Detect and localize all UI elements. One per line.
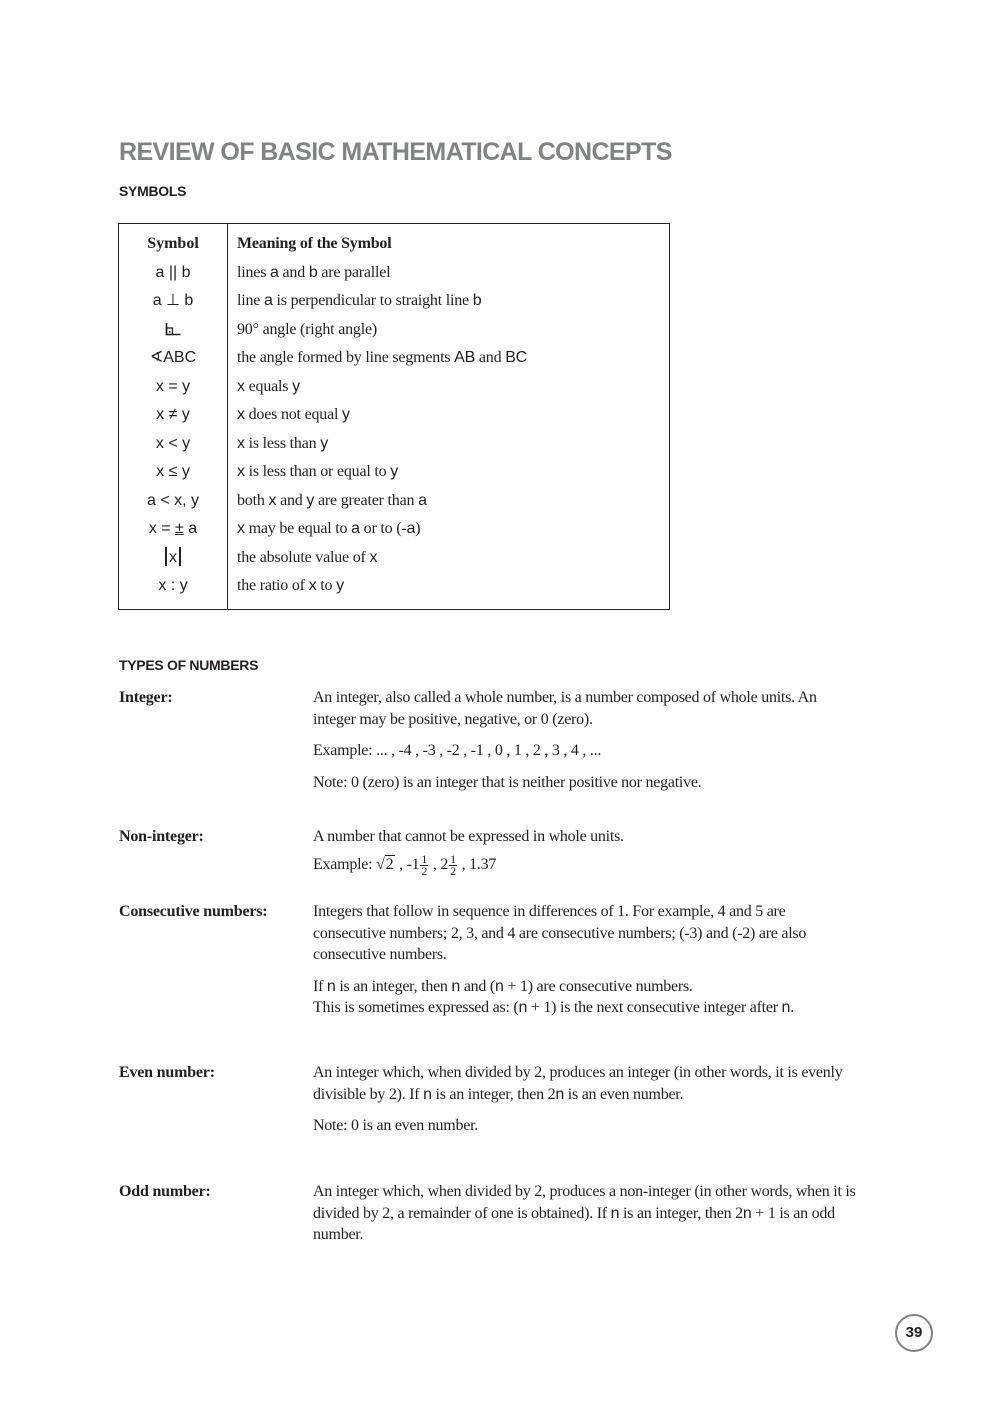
header-meaning: Meaning of the Symbol: [237, 235, 392, 252]
meaning-equals: x equals y: [237, 377, 300, 395]
page-number-badge: 39: [895, 1314, 933, 1352]
meaning-perpendicular: line a is perpendicular to straight line b: [237, 292, 482, 309]
table-row: [119, 430, 669, 458]
fraction: $\frac{1}{2}$: [450, 851, 456, 878]
term-non-integer: Non-integer:: [119, 828, 204, 845]
meaning-ratio: the ratio of x to y: [237, 577, 344, 594]
meaning-parallel: lines a and b are parallel: [237, 263, 391, 281]
symbol-equals: x = y: [155, 377, 191, 395]
symbol-perpendicular: a ⊥ b: [152, 292, 194, 309]
non-integer-definition: A number that cannot be expressed in whole units.: [313, 828, 624, 845]
symbols-table: [118, 223, 670, 610]
symbols-heading: SYMBOLS: [119, 183, 187, 199]
integer-example: Example: ... , -4 , -3 , -2 , -1 , 0 , 1 , 2 , 3 , 4 , ...: [313, 742, 602, 759]
definition-even-number: [313, 1062, 858, 1137]
fraction: $\frac{1}{2}$: [421, 851, 428, 878]
meaning-angle: the angle formed by line segments AB and BC: [237, 349, 528, 366]
symbol-parallel: a || b: [155, 263, 191, 281]
consecutive-definition: Integers that follow in sequence in differences of 1. For example, 4 and 5 are consecutive numbers; 2, 3, and 4 are consecutive numbers; (-3) and (-2) are also consecutive numbers.: [313, 903, 807, 963]
odd-definition: An integer which, when divided by 2, produces a non-integer (in other words, when it is divided by 2, a remainder of one is obtained). If n is an integer, then 2n + 1 is an odd number.: [313, 1183, 856, 1243]
table-row: [119, 515, 669, 543]
integer-definition: An integer, also called a whole number, is a number composed of whole units. An integer may be positive, negative, or 0 (zero).: [313, 689, 817, 728]
meaning-greater-both: both x and y are greater than a: [237, 491, 427, 509]
table-row: [119, 572, 669, 600]
consecutive-rule: If n is an integer, then n and (n + 1) are consecutive numbers. This is sometimes expressed as: (n + 1) is the next consecutive integer after n.: [313, 977, 794, 1016]
table-row: [119, 287, 669, 315]
definition-non-integer: [313, 826, 858, 877]
even-note: Note: 0 is an even number.: [313, 1117, 479, 1134]
meaning-not-equal: x does not equal y: [237, 406, 350, 423]
symbol-angle: ∢ABC: [149, 349, 197, 366]
square-root-icon: √2: [376, 855, 394, 873]
table-row: [119, 373, 669, 401]
table-row: [119, 487, 669, 515]
symbol-absolute-value: x: [119, 544, 227, 572]
page-title: REVIEW OF BASIC MATHEMATICAL CONCEPTS: [119, 138, 672, 166]
meaning-right-angle: 90° angle (right angle): [237, 320, 377, 338]
header-symbol: Symbol: [147, 235, 199, 252]
even-definition: An integer which, when divided by 2, produces an integer (in other words, it is evenly divisible by 2). If n is an integer, then 2n is an even number.: [313, 1064, 843, 1103]
symbol-less-than: x < y: [155, 434, 191, 452]
right-angle-icon: [165, 322, 181, 336]
term-integer: Integer:: [119, 689, 173, 706]
integer-note: Note: 0 (zero) is an integer that is neither positive nor negative.: [313, 773, 702, 791]
definition-consecutive-numbers: [313, 901, 858, 1019]
table-row: [119, 259, 669, 287]
symbol-not-equal: x ≠ y: [156, 406, 190, 423]
symbol-plus-minus: x = ± a: [148, 520, 198, 537]
symbol-ratio: x : y: [158, 577, 188, 594]
table-row: [119, 401, 669, 429]
non-integer-example: Example: √2 , -1 $\frac{1}{2}$ , 2 $\frac{1}{2}$ , 1.37: [313, 851, 497, 878]
table-row: [119, 544, 669, 572]
symbol-greater-both: a < x, y: [146, 491, 200, 509]
table-row: [119, 316, 669, 344]
table-header-row: [119, 230, 669, 258]
term-odd-number: Odd number:: [119, 1183, 211, 1200]
table-row: [119, 344, 669, 372]
table-row: [119, 458, 669, 486]
term-even-number: Even number:: [119, 1064, 215, 1081]
definition-integer: [313, 687, 858, 793]
types-of-numbers-heading: TYPES OF NUMBERS: [119, 657, 259, 673]
meaning-absolute-value: the absolute value of x: [237, 548, 378, 566]
meaning-less-than: x is less than y: [237, 434, 329, 452]
meaning-plus-minus: x may be equal to a or to (-a): [237, 520, 421, 537]
meaning-less-equal: x is less than or equal to y: [237, 463, 399, 480]
symbol-less-equal: x ≤ y: [156, 463, 190, 480]
term-consecutive-numbers: Consecutive numbers:: [119, 903, 268, 920]
definition-odd-number: [313, 1181, 858, 1246]
symbol-right-angle: [119, 316, 227, 344]
